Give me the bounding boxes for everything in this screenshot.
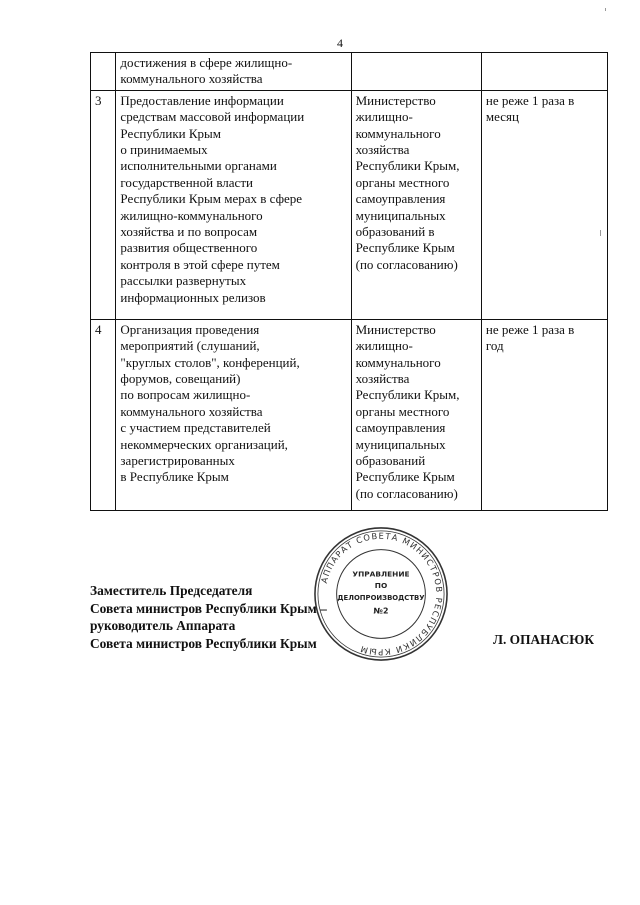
- cell-executor: [351, 90, 481, 319]
- cell-line: месяц: [485, 109, 519, 125]
- cell-line: не реже 1 раза в: [485, 321, 575, 337]
- cell-line: информационных релизов: [120, 289, 266, 305]
- measures-table: [90, 52, 608, 511]
- cell-line: Организация проведения: [120, 321, 260, 337]
- cell-line: самоуправления: [355, 420, 446, 436]
- cell-line: Республики Крым мерах в сфере: [120, 191, 303, 207]
- cell-line: коммунального хозяйства: [120, 71, 263, 87]
- cell-measure: [116, 90, 351, 319]
- cell-line: муниципальных: [355, 207, 446, 223]
- cell-line: развития общественного: [120, 240, 258, 256]
- signer-name: Л. ОПАНАСЮК: [493, 632, 595, 647]
- cell-line: в Республике Крым: [120, 469, 229, 485]
- seal-inner-text: ДЕЛОПРОИЗВОДСТВУ: [337, 593, 425, 602]
- cell-line: Республики Крым: [120, 125, 222, 141]
- cell-term: [481, 53, 607, 91]
- cell-line: достижения в сфере жилищно-: [120, 55, 293, 70]
- official-seal: [312, 525, 450, 663]
- table-row: [91, 90, 608, 319]
- cell-line: органы местного: [355, 174, 450, 190]
- cell-line: Республики Крым,: [355, 158, 460, 174]
- cell-line: Республики Крым,: [355, 387, 460, 403]
- seal-inner-text: ПО: [374, 581, 388, 591]
- seal-inner-text: №2: [373, 606, 389, 616]
- cell-line: образований: [355, 453, 426, 469]
- cell-line: муниципальных: [355, 436, 446, 452]
- cell-line: форумов, совещаний): [120, 371, 241, 387]
- cell-line: коммунального: [355, 125, 441, 141]
- cell-executor: [351, 53, 481, 91]
- cell-line: не реже 1 раза в: [485, 92, 575, 108]
- page-number: 4: [337, 36, 343, 50]
- cell-line: средствам массовой информации: [120, 109, 305, 125]
- cell-line: некоммерческих организаций,: [120, 436, 288, 452]
- cell-executor: [351, 319, 481, 510]
- cell-line: (по согласованию): [355, 256, 458, 272]
- seal-inner-text: УПРАВЛЕНИЕ: [352, 569, 410, 579]
- cell-line: зарегистрированных: [120, 453, 235, 469]
- cell-term: [481, 319, 607, 510]
- cell-line: жилищно-: [355, 338, 413, 354]
- cell-line: хозяйства: [355, 371, 410, 387]
- cell-line: коммунального хозяйства: [120, 403, 263, 419]
- table-row: [91, 319, 608, 510]
- cell-number: 4: [91, 319, 116, 510]
- cell-number: 3: [91, 90, 116, 319]
- cell-line: о принимаемых: [120, 142, 208, 158]
- table-row: [91, 53, 608, 91]
- signature-line: Совета министров Республики Крым –: [90, 600, 327, 616]
- cell-line: государственной власти: [120, 174, 253, 190]
- cell-line: Предоставление информации: [120, 92, 284, 108]
- cell-line: жилищно-: [355, 109, 413, 125]
- signature-line: руководитель Аппарата: [90, 618, 236, 633]
- cell-line: контроля в этой сфере путем: [120, 256, 280, 272]
- cell-line: год: [485, 338, 504, 354]
- signature-line: Заместитель Председателя: [90, 583, 253, 598]
- cell-line: с участием представителей: [120, 420, 271, 436]
- cell-number: [91, 53, 116, 91]
- cell-term: [481, 90, 607, 319]
- cell-line: Республике Крым: [355, 469, 455, 485]
- signature-line: Совета министров Республики Крым: [90, 635, 317, 651]
- cell-line: образований в: [355, 224, 435, 240]
- cell-line: рассылки развернутых: [120, 273, 247, 289]
- cell-line: "круглых столов", конференций,: [120, 354, 300, 370]
- cell-line: исполнительными органами: [120, 158, 277, 174]
- cell-line: самоуправления: [355, 191, 446, 207]
- cell-line: мероприятий (слушаний,: [120, 338, 260, 354]
- cell-line: по вопросам жилищно-: [120, 387, 251, 403]
- cell-line: хозяйства и по вопросам: [120, 224, 258, 240]
- signature-block: [90, 582, 327, 652]
- cell-measure: [116, 319, 351, 510]
- cell-line: хозяйства: [355, 142, 410, 158]
- cell-line: жилищно-коммунального: [120, 207, 263, 223]
- cell-line: Министерство: [355, 321, 436, 337]
- cell-line: Республике Крым: [355, 240, 455, 256]
- cell-line: Министерство: [355, 92, 436, 108]
- cell-measure: [116, 53, 351, 91]
- cell-line: (по согласованию): [355, 485, 458, 501]
- cell-line: коммунального: [355, 354, 441, 370]
- cell-line: органы местного: [355, 403, 450, 419]
- seal-ring-text: АППАРАТ СОВЕТА МИНИСТРОВ РЕСПУБЛИКИ КРЫМ: [318, 530, 445, 658]
